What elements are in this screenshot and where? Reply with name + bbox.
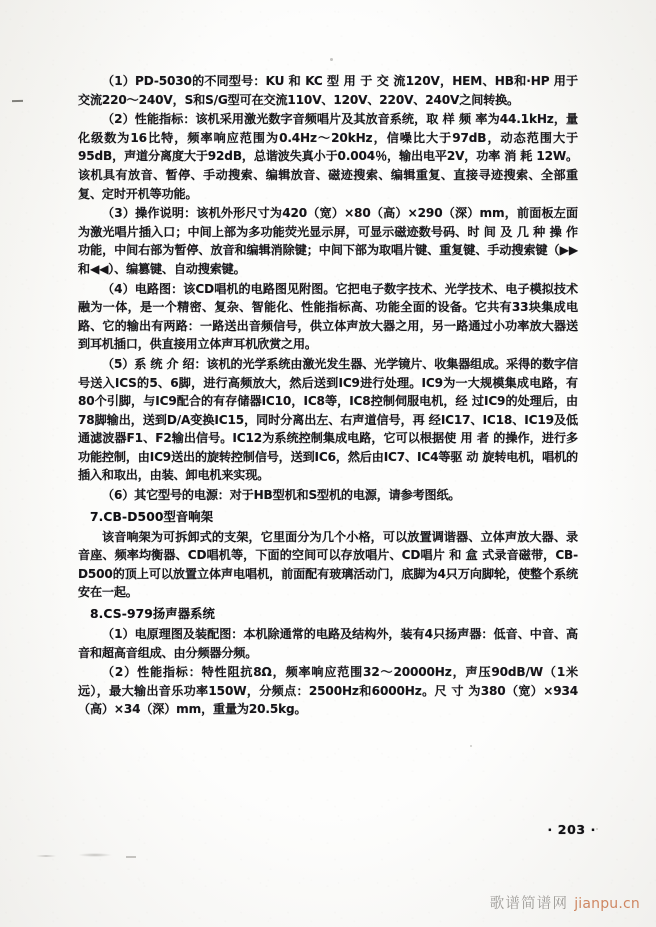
- paragraph-circuit-diagram: （4）电路图：该CD唱机的电路图见附图。它把电子数字技术、光学技术、电子模拟技术融为一体，是一个精密、复杂、智能化、性能指标高、功能全面的设备。它共有33块集成电路、它的输出有两路：一路送出音频信号，供立体声放大器之用，另一路通过小功率放大器送到耳机插口，供直接用立体声耳机欣赏之用。: [78, 281, 578, 352]
- paragraph-other-model-power-supply: （6）其它型号的电源：对于HB型机和S型机的电源，请参考图纸。: [102, 488, 461, 503]
- paragraph-performance-specs: （2）性能指标：该机采用激光数字音频唱片及其放音系统，取 样 频 率为44.1kHz，量化级数为16比特，频率响应范围为0.4Hz～20kHz，信噪比大于97dB，动态范围大于95dB，声道分离度大于92dB，总谐波失真小于0.004％，输出电平2V，功率 消 耗 12W。该机具有放音、暂停、手动搜索、编辑放音、磁迹搜索、编辑重复、直接寻迹搜索、全部重复、定时开机等功能。: [78, 112, 578, 201]
- scan-artifact-smudge: [36, 855, 56, 857]
- paragraph-schematic-and-assembly: （1）电原理图及装配图：本机除通常的电路及结构外，装有4只扬声器：低音、中音、高音和超高音组成、由分频器分频。: [78, 627, 578, 660]
- scan-artifact-speck: [330, 58, 333, 61]
- scan-artifact-speck: [596, 828, 598, 830]
- section-heading-cs-979: 8.CS-979扬声器系统: [90, 607, 215, 622]
- scan-artifact-smudge: [78, 853, 112, 857]
- scan-artifact-smudge: [126, 856, 136, 858]
- paragraph-rack-description: 该音响架为可拆卸式的支架，它里面分为几个小格，可以放置调谐器、立体声放大器、录音座、频率均衡器、CD唱机等，下面的空间可以存放唱片、CD唱片 和 盒 式录音磁带，CB-D500的顶上可以放置立体声电唱机，前面配有玻璃活动门，底脚为4只万向脚轮，使整个系统安在一起。: [78, 529, 578, 600]
- watermark-domain-label: jianpu.cn: [574, 896, 640, 912]
- page-body-text: [78, 72, 578, 720]
- scan-artifact-dash: [12, 100, 23, 102]
- paragraph-operation-instructions: （3）操作说明：该机外形尺寸为420（宽）×80（高）×290（深）mm，前面板左面为激光唱片插入口；中间上部为多功能荧光显示屏，可显示磁迹数号码、时 间 及 几 种 操 作功能，中间右部为暂停、放音和编辑消除键；中间下部为取唱片键、重复键、手动搜索键（▶▶和◀◀）、编篡键、自动搜索键。: [78, 206, 578, 276]
- paragraph-speaker-specs: （2）性能指标：特性阻抗8Ω，频率响应范围32～20000Hz，声压90dB/W（1米远），最大输出音乐功率150W，分频点：2500Hz和6000Hz。尺 寸 为380（宽）×934（高）×34（深）mm，重量为20.5kg。: [78, 665, 578, 717]
- paragraph-model-variants: （1）PD-5030的不同型号：KU 和 KC 型 用 于 交 流120V，HEM、HB和·HP 用于 交流220～240V，S和S/G型可在交流110V、120V、220V、240V之间转换。: [78, 74, 578, 107]
- paragraph-system-introduction: （5）系 统 介 绍：该机的光学系统由激光发生器、光学镜片、收集器组成。采得的数字信号送入ICS的5、6脚，进行高频放大，然后送到IC9进行处理。IC9为一大规模集成电路，有80个引脚，与IC9配合的有存储器IC10，IC8等，IC8控制伺服电机，经 过IC9的处理后，由78脚输出，送到D/A变换IC15，同时分离出左、右声道信号，再 经IC17、IC18、IC19及低通滤波器F1、F2输出信号。IC12为系统控制集成电路，它可以根据使 用 者 的操作，进行多功能控制，由IC9送出的旋转控制信号，送到IC6，然后由IC7、IC4等驱 动 旋转电机，唱机的插入和取出，由装、卸电机来实现。: [78, 356, 578, 483]
- section-heading-cb-d500: 7.CB-D500型音响架: [90, 509, 214, 524]
- scan-artifact-speck: [470, 745, 472, 747]
- site-watermark: [490, 892, 640, 913]
- watermark-chinese-label: 歌谱简谱网: [489, 896, 569, 912]
- page-number: · 203 ·: [547, 822, 596, 837]
